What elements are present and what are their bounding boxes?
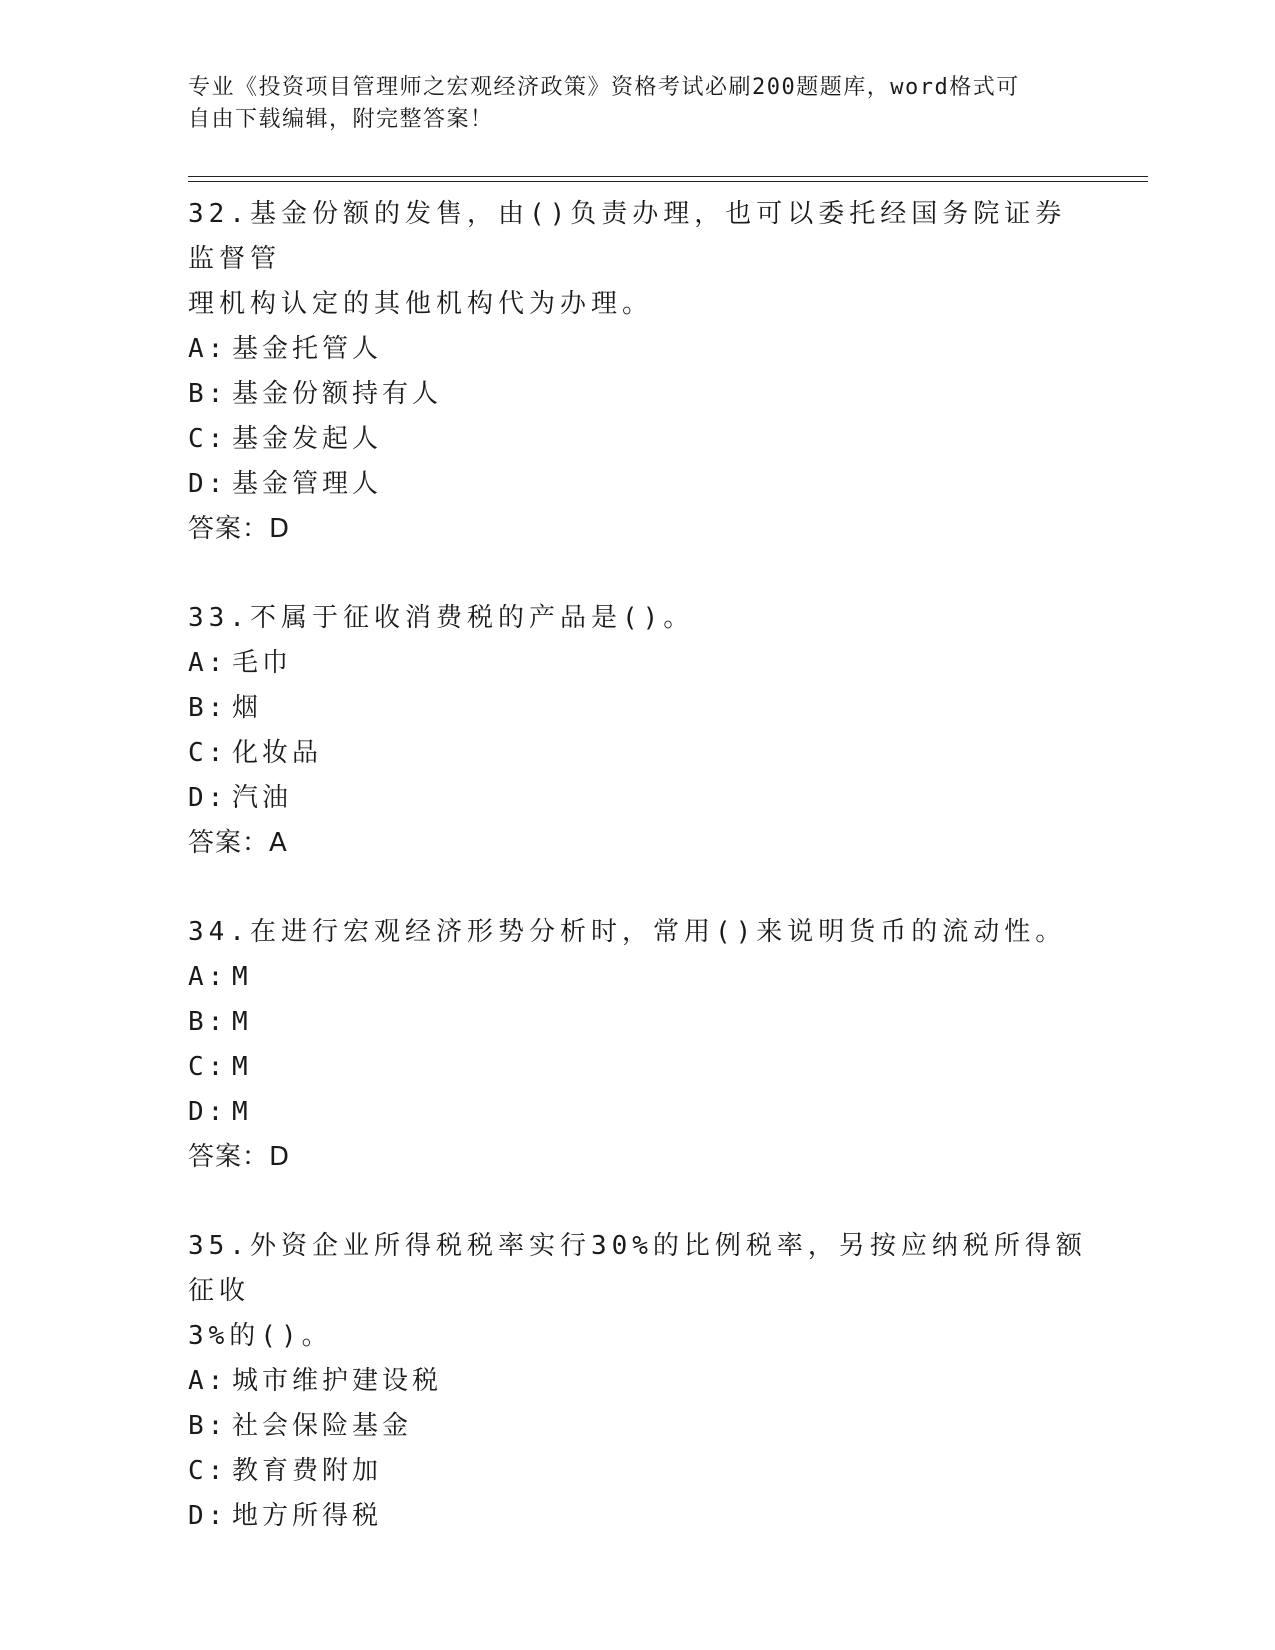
option-letter: C: <box>188 738 228 768</box>
option-text: M <box>232 1097 252 1127</box>
question-stem-line: 32.基金份额的发售，由()负责办理，也可以委托经国务院证券监督管 <box>188 199 1067 274</box>
question-stem <box>188 596 1088 641</box>
option-letter: A: <box>188 962 228 992</box>
option-d <box>188 776 1088 821</box>
option-d <box>188 462 1088 507</box>
option-letter: A: <box>188 334 228 364</box>
option-text: 地方所得税 <box>232 1501 383 1531</box>
option-c <box>188 417 1088 462</box>
option-text: 教育费附加 <box>232 1456 383 1486</box>
question-stem-line: 理机构认定的其他机构代为办理。 <box>188 289 654 319</box>
question-stem-line: 34.在进行宏观经济形势分析时，常用()来说明货币的流动性。 <box>188 917 1067 947</box>
option-letter: C: <box>188 1456 228 1486</box>
option-d <box>188 1494 1088 1539</box>
option-b <box>188 686 1088 731</box>
option-b <box>188 1000 1088 1045</box>
option-letter: C: <box>188 424 228 454</box>
question-35 <box>188 1224 1088 1539</box>
option-text: 基金发起人 <box>232 424 383 454</box>
option-letter: D: <box>188 1097 228 1127</box>
option-text: 社会保险基金 <box>232 1411 413 1441</box>
option-text: 汽油 <box>232 783 293 813</box>
header-line-2: 自由下载编辑，附完整答案！ <box>188 107 494 132</box>
option-text: 烟 <box>232 693 263 723</box>
option-text: 基金托管人 <box>232 334 383 364</box>
document-header <box>188 72 1088 136</box>
option-list <box>188 955 1088 1135</box>
option-text: M <box>232 1007 252 1037</box>
answer-line: 答案：D <box>188 514 291 544</box>
option-a <box>188 641 1088 686</box>
option-list <box>188 1359 1088 1539</box>
option-c <box>188 731 1088 776</box>
option-text: 毛巾 <box>232 648 293 678</box>
option-b <box>188 372 1088 417</box>
option-letter: B: <box>188 1411 228 1441</box>
option-d <box>188 1090 1088 1135</box>
answer-line: 答案：D <box>188 1142 291 1172</box>
option-letter: B: <box>188 1007 228 1037</box>
option-list <box>188 327 1088 507</box>
header-divider-bottom <box>188 181 1148 182</box>
option-list <box>188 641 1088 821</box>
option-text: 化妆品 <box>232 738 323 768</box>
option-letter: D: <box>188 1501 228 1531</box>
header-line-1: 专业《投资项目管理师之宏观经济政策》资格考试必刷200题题库，word格式可 <box>188 75 1020 100</box>
option-a <box>188 327 1088 372</box>
option-b <box>188 1404 1088 1449</box>
question-stem-line: 33.不属于征收消费税的产品是()。 <box>188 603 695 633</box>
question-stem-line: 3%的()。 <box>188 1321 333 1351</box>
option-a <box>188 955 1088 1000</box>
option-letter: D: <box>188 783 228 813</box>
option-letter: D: <box>188 469 228 499</box>
question-32 <box>188 192 1088 552</box>
option-text: 城市维护建设税 <box>232 1366 443 1396</box>
answer-line: 答案：A <box>188 828 288 858</box>
option-letter: C: <box>188 1052 228 1082</box>
question-stem <box>188 192 1088 327</box>
question-stem <box>188 910 1088 955</box>
header-divider-top <box>188 176 1148 177</box>
question-stem-line: 35.外资企业所得税税率实行30%的比例税率，另按应纳税所得额征收 <box>188 1231 1087 1306</box>
option-letter: B: <box>188 693 228 723</box>
option-text: 基金管理人 <box>232 469 383 499</box>
question-list <box>188 192 1088 1583</box>
option-letter: B: <box>188 379 228 409</box>
option-c <box>188 1045 1088 1090</box>
question-33 <box>188 596 1088 866</box>
option-a <box>188 1359 1088 1404</box>
option-text: M <box>232 962 252 992</box>
question-34 <box>188 910 1088 1180</box>
option-c <box>188 1449 1088 1494</box>
option-letter: A: <box>188 1366 228 1396</box>
option-text: M <box>232 1052 252 1082</box>
question-stem <box>188 1224 1088 1359</box>
option-letter: A: <box>188 648 228 678</box>
option-text: 基金份额持有人 <box>232 379 443 409</box>
